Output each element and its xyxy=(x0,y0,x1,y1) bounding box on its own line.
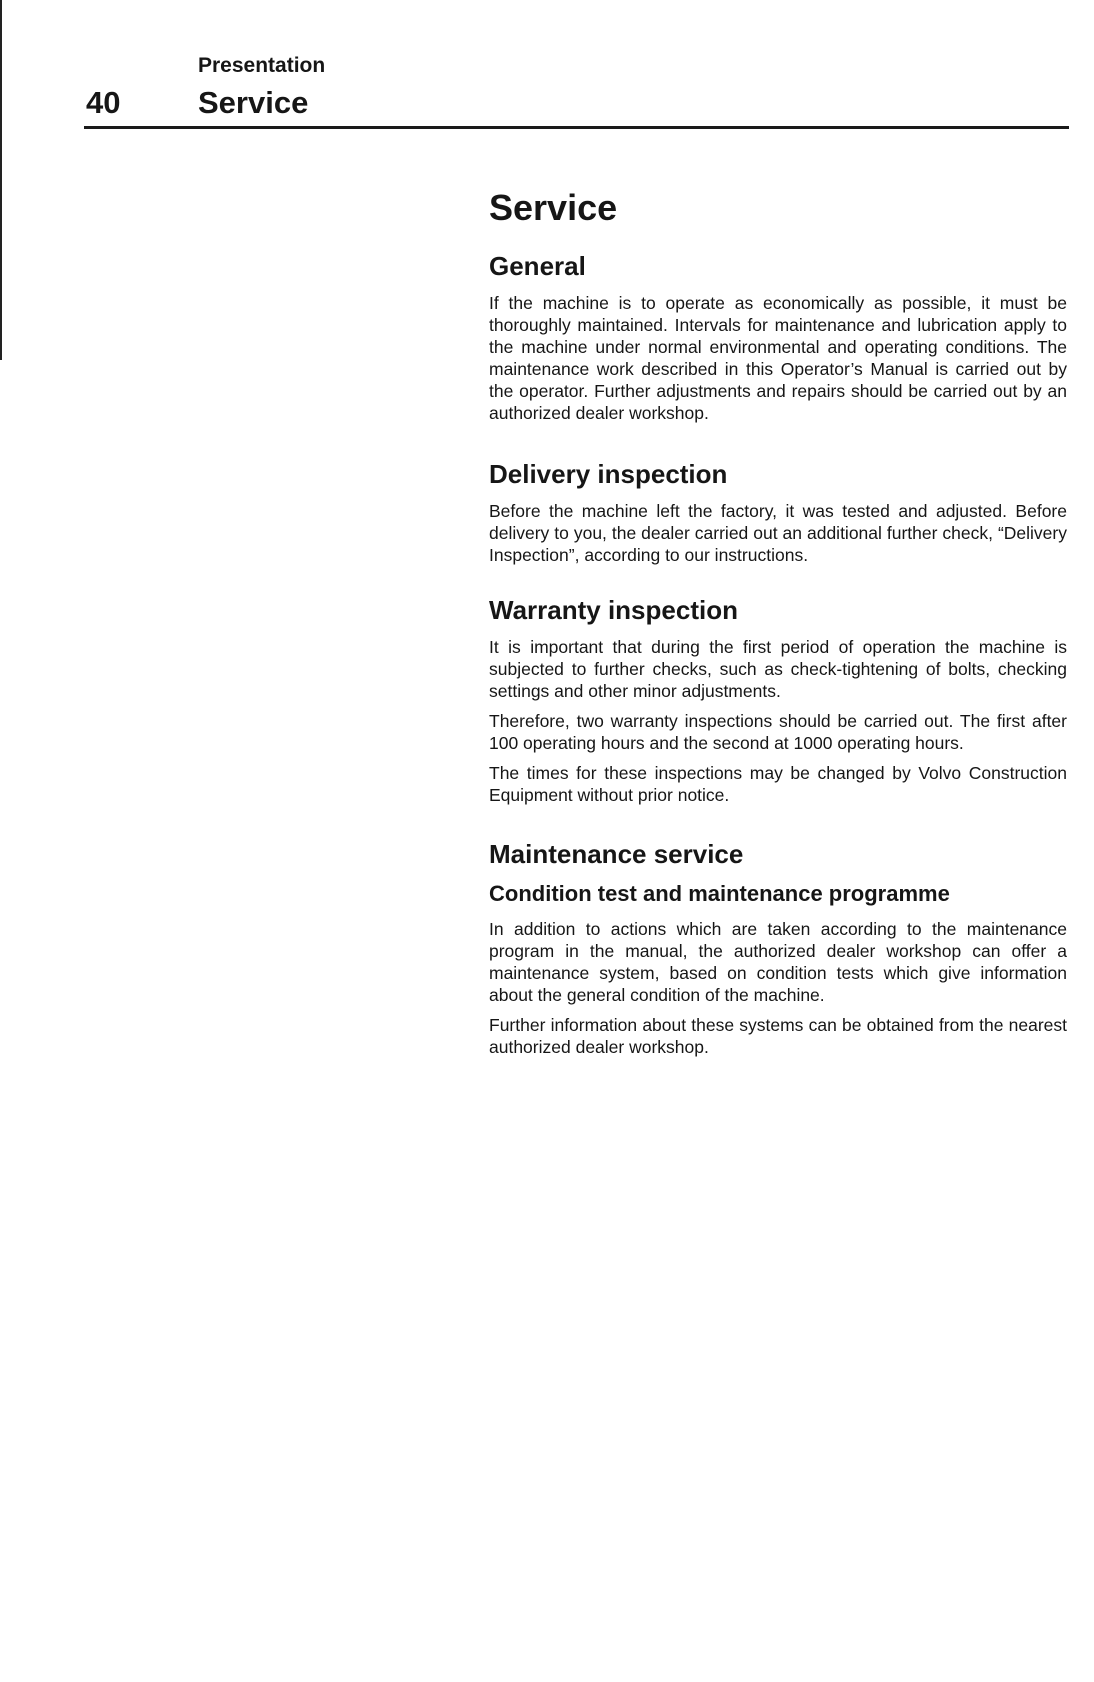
warranty-paragraph: The times for these inspections may be changed by Volvo Construction Equipment without prior notice. xyxy=(489,763,1067,805)
section-warranty-inspection xyxy=(489,594,1067,806)
delivery-heading: Delivery inspection xyxy=(489,459,728,489)
warranty-heading: Warranty inspection xyxy=(489,595,738,625)
general-heading: General xyxy=(489,251,586,281)
section-maintenance-service xyxy=(489,838,1067,1058)
maintenance-heading: Maintenance service xyxy=(489,839,744,869)
page-heading: Service xyxy=(489,187,618,228)
header-rule xyxy=(84,126,1069,129)
page-number: 40 xyxy=(86,85,121,120)
maintenance-paragraph: Further information about these systems can be obtained from the nearest authorized dealer workshop. xyxy=(489,1015,1067,1057)
warranty-paragraph: Therefore, two warranty inspections should be carried out. The first after 100 operating hours and the second at 1000 operating hours. xyxy=(489,711,1067,753)
delivery-paragraph: Before the machine left the factory, it was tested and adjusted. Before delivery to you, the dealer carried out an additional further check, “Delivery Inspection”, according to our instructions. xyxy=(489,501,1067,565)
warranty-paragraph: It is important that during the first period of operation the machine is subjected to further checks, such as check-tightening of bolts, checking settings and other minor adjustments. xyxy=(489,637,1067,701)
header-section-label: Presentation xyxy=(198,54,326,77)
section-general xyxy=(489,250,1067,424)
main-content xyxy=(489,186,1067,1088)
maintenance-subheading: Condition test and maintenance programme xyxy=(489,881,950,906)
page-edge-line xyxy=(0,0,2,360)
general-paragraph: If the machine is to operate as economically as possible, it must be thoroughly maintained. Intervals for maintenance and lubrication apply to the machine under normal environmental and operating conditions. The maintenance work described in this Operator’s Manual is carried out by the operator. Further adjustments and repairs should be carried out by an authorized dealer workshop. xyxy=(489,293,1067,423)
section-delivery-inspection xyxy=(489,458,1067,566)
maintenance-paragraph: In addition to actions which are taken according to the maintenance program in the manual, the authorized dealer workshop can offer a maintenance system, based on condition tests which give information about the general condition of the machine. xyxy=(489,919,1067,1005)
header-title: Service xyxy=(198,85,309,120)
